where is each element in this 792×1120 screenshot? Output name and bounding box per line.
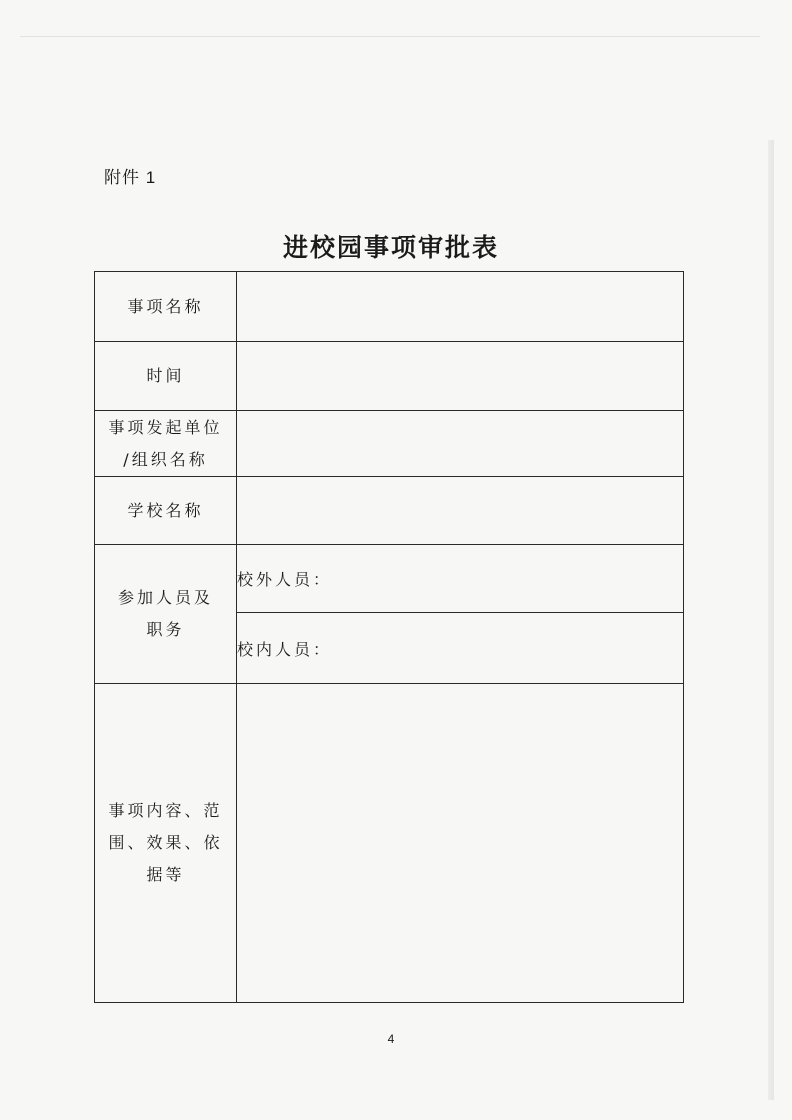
attachment-label: 附件 1 — [104, 168, 157, 187]
field-item-name[interactable] — [237, 272, 684, 342]
table-row — [95, 411, 684, 477]
label-school-name: 学校名称 — [95, 477, 237, 545]
label-content — [95, 684, 237, 1003]
label-content-line3: 据等 — [146, 865, 185, 884]
form-title: 进校园事项审批表 — [282, 233, 499, 262]
label-initiator-line2: /组织名称 — [123, 449, 208, 469]
label-initiator-line1: 事项发起单位 — [108, 417, 223, 437]
field-internal-personnel[interactable]: 校内人员： — [237, 613, 684, 684]
label-item-name: 事项名称 — [95, 272, 237, 342]
field-school-name[interactable] — [237, 477, 684, 545]
label-participants-line1: 参加人员及 — [117, 588, 213, 607]
label-participants-line2: 职务 — [146, 620, 185, 639]
field-external-personnel[interactable]: 校外人员： — [237, 545, 684, 613]
approval-form-table — [94, 271, 684, 1003]
table-row — [95, 477, 684, 545]
page-number: 4 — [387, 1032, 395, 1046]
label-participants — [95, 545, 237, 684]
field-initiator[interactable] — [237, 411, 684, 477]
table-row — [95, 272, 684, 342]
label-initiator — [95, 411, 237, 477]
field-time[interactable] — [237, 342, 684, 411]
label-time: 时间 — [95, 342, 237, 411]
scan-edge-shadow — [768, 140, 774, 1100]
table-row — [95, 342, 684, 411]
table-row — [95, 684, 684, 1003]
scan-top-line — [20, 36, 760, 37]
field-content[interactable] — [237, 684, 684, 1003]
label-content-line2: 围、效果、依 — [108, 833, 223, 852]
label-content-line1: 事项内容、范 — [108, 801, 223, 820]
table-row — [95, 545, 684, 613]
